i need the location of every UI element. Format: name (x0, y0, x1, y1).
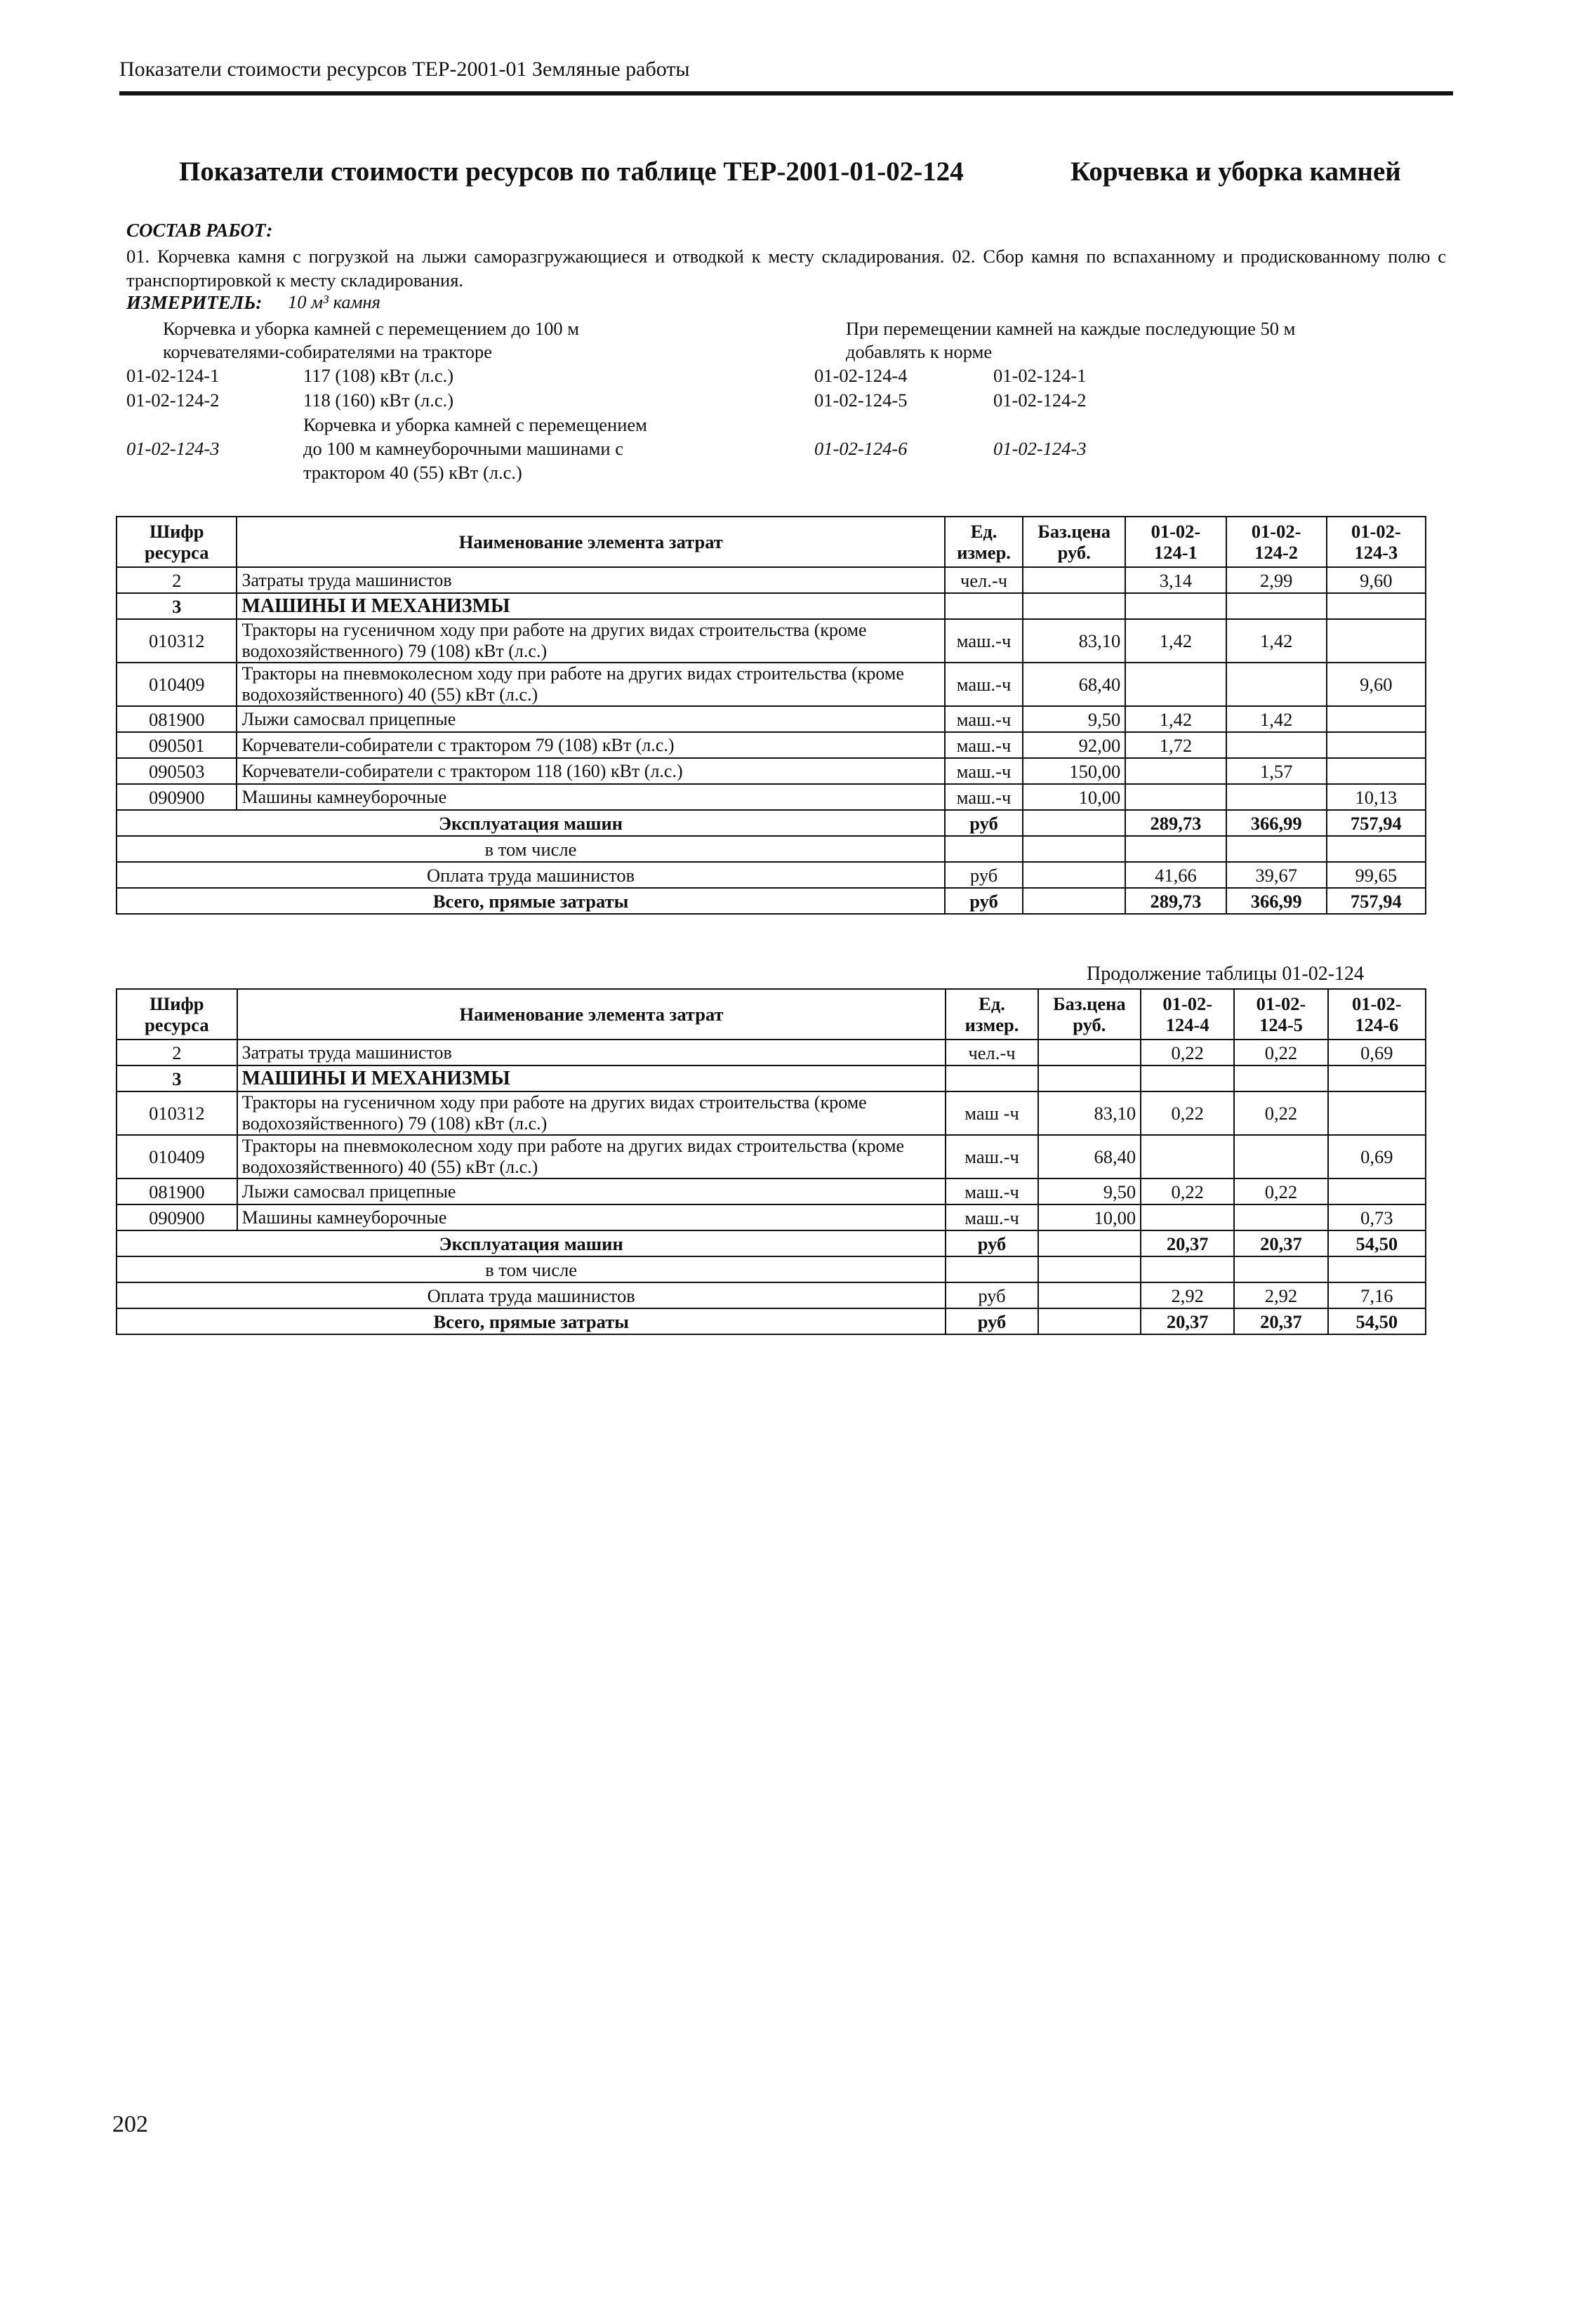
norm-value-1: 1,42 (1125, 706, 1226, 732)
work-composition-text: 01. Корчевка камня с погрузкой на лыжи саморазгружающиеся и отводкой к месту складирования. 02. Сбор камня по вспаханному и продискованному полю с транспортировкой к месту складирования. (126, 246, 1446, 291)
resource-name: Тракторы на гусеничном ходу при работе на других видах строительства (кроме водохозяйственного) 79 (108) кВт (л.с.) (237, 1091, 946, 1135)
table-header-row (117, 989, 1426, 1040)
norm-value-3: 0,69 (1328, 1040, 1426, 1065)
resource-code: 090900 (117, 1204, 237, 1230)
norm-value-1: 0,22 (1141, 1091, 1234, 1135)
norm-value-3: 757,94 (1327, 810, 1426, 836)
norm-value-3 (1328, 1065, 1426, 1091)
norm-value-3: 757,94 (1327, 888, 1426, 914)
base-price (1038, 1256, 1141, 1282)
unit-cell: маш.-ч (946, 1178, 1037, 1204)
norm-value-1 (1141, 1135, 1234, 1178)
summary-label: Эксплуатация машин (117, 810, 945, 836)
group-right-line1: При перемещении камней на каждые последующие 50 м (846, 318, 1296, 339)
col-header-name: Наименование элемента затрат (237, 989, 946, 1040)
measure-heading: ИЗМЕРИТЕЛЬ: (126, 292, 263, 313)
summary-label: в том числе (117, 1256, 946, 1282)
norm-value-2: 366,99 (1226, 810, 1327, 836)
resource-code: 010312 (117, 1091, 237, 1135)
base-price (1038, 1308, 1141, 1334)
unit-cell: маш.-ч (945, 732, 1023, 758)
norm-value-1 (1125, 663, 1226, 706)
base-price (1023, 567, 1125, 593)
summary-label: Оплата труда машинистов (117, 862, 945, 888)
norm-value-2: 1,57 (1226, 758, 1327, 784)
unit-cell: маш.-ч (945, 663, 1023, 706)
col-header-name: Наименование элемента затрат (237, 517, 945, 567)
base-price: 10,00 (1023, 784, 1125, 810)
resource-code: 2 (117, 1040, 237, 1065)
norm-value-2: 1,42 (1226, 706, 1327, 732)
norm-value-2 (1226, 732, 1327, 758)
resource-name: Лыжи самосвал прицепные (237, 1178, 946, 1204)
norm-value-1 (1125, 836, 1226, 862)
norm-value-3 (1328, 1256, 1426, 1282)
resource-code: 090503 (117, 758, 237, 784)
norm-value-3: 54,50 (1328, 1230, 1426, 1256)
resource-code: 081900 (117, 1178, 237, 1204)
group3-desc-line3: трактором 40 (55) кВт (л.с.) (303, 462, 522, 483)
norm-value-1: 20,37 (1141, 1230, 1234, 1256)
table-row (117, 1178, 1426, 1204)
norm-value-2: 0,22 (1234, 1091, 1327, 1135)
norm-value-3 (1327, 758, 1426, 784)
norm-value-1 (1141, 1204, 1234, 1230)
col-header-norm-3: 01-02- 124-3 (1327, 517, 1426, 567)
base-price (1038, 1230, 1141, 1256)
summary-row (117, 836, 1426, 862)
resource-name: Лыжи самосвал прицепные (237, 706, 945, 732)
base-price: 68,40 (1038, 1135, 1141, 1178)
group-desc: 117 (108) кВт (л.с.) (303, 365, 454, 386)
norm-value-2: 0,22 (1234, 1040, 1327, 1065)
norm-value-1: 1,42 (1125, 619, 1226, 663)
norm-value-3: 99,65 (1327, 862, 1426, 888)
norm-value-1: 1,72 (1125, 732, 1226, 758)
summary-row (117, 888, 1426, 914)
group-base-code: 01-02-124-1 (993, 365, 1087, 386)
norm-value-2 (1234, 1135, 1327, 1178)
group-base-code: 01-02-124-2 (993, 390, 1087, 411)
group-code: 01-02-124-1 (126, 365, 220, 386)
norm-value-2 (1234, 1204, 1327, 1230)
norm-value-3: 10,13 (1327, 784, 1426, 810)
unit-cell: маш.-ч (945, 784, 1023, 810)
norm-value-2: 0,22 (1234, 1178, 1327, 1204)
group-add-code: 01-02-124-4 (814, 365, 908, 386)
norm-value-1: 41,66 (1125, 862, 1226, 888)
resource-name: Машины камнеуборочные (237, 784, 945, 810)
resource-code: 2 (117, 567, 237, 593)
group3-code: 01-02-124-3 (126, 438, 220, 459)
table-row (117, 1091, 1426, 1135)
norm-value-2: 20,37 (1234, 1230, 1327, 1256)
base-price: 83,10 (1038, 1091, 1141, 1135)
norm-value-1 (1125, 593, 1226, 619)
table-row (117, 567, 1426, 593)
unit-cell: руб (945, 888, 1023, 914)
col-header-norm-2: 01-02- 124-5 (1234, 989, 1327, 1040)
norm-value-3 (1327, 706, 1426, 732)
summary-row (117, 1256, 1426, 1282)
table-row (117, 706, 1426, 732)
page-title: Показатели стоимости ресурсов по таблице ТЕР-2001-01-02-124 (179, 157, 964, 187)
table-row (117, 619, 1426, 663)
norm-value-2 (1234, 1065, 1327, 1091)
group-left-line2: корчевателями-собирателями на тракторе (163, 341, 493, 362)
norm-value-2: 366,99 (1226, 888, 1327, 914)
table-row (117, 663, 1426, 706)
resource-name: Корчеватели-собиратели с трактором 118 (160) кВт (л.с.) (237, 758, 945, 784)
resource-table-2 (116, 988, 1426, 1335)
norm-value-2: 20,37 (1234, 1308, 1327, 1334)
group3-desc-line1: Корчевка и уборка камней с перемещением (303, 414, 647, 435)
resource-name: Корчеватели-собиратели с трактором 79 (108) кВт (л.с.) (237, 732, 945, 758)
unit-cell (946, 1065, 1037, 1091)
resource-name: Затраты труда машинистов (237, 567, 945, 593)
group-add-code: 01-02-124-5 (814, 390, 908, 411)
table-header-row (117, 517, 1426, 567)
col-header-unit: Ед. измер. (946, 989, 1037, 1040)
unit-cell: маш -ч (946, 1091, 1037, 1135)
resource-name: МАШИНЫ И МЕХАНИЗМЫ (237, 1065, 946, 1091)
group-right-line2: добавлять к норме (846, 341, 993, 362)
base-price (1023, 593, 1125, 619)
unit-cell (946, 1256, 1037, 1282)
unit-cell: чел.-ч (946, 1040, 1037, 1065)
unit-cell (945, 593, 1023, 619)
base-price (1023, 836, 1125, 862)
norm-value-2 (1226, 663, 1327, 706)
unit-cell: руб (946, 1308, 1037, 1334)
norm-value-3: 0,73 (1328, 1204, 1426, 1230)
norm-value-1: 3,14 (1125, 567, 1226, 593)
resource-name: Затраты труда машинистов (237, 1040, 946, 1065)
norm-value-3: 7,16 (1328, 1282, 1426, 1308)
col-header-unit: Ед. измер. (945, 517, 1023, 567)
base-price: 150,00 (1023, 758, 1125, 784)
base-price: 10,00 (1038, 1204, 1141, 1230)
base-price (1038, 1282, 1141, 1308)
table-row (117, 1135, 1426, 1178)
summary-label: Оплата труда машинистов (117, 1282, 946, 1308)
norm-value-2: 2,99 (1226, 567, 1327, 593)
col-header-code: Шифр ресурса (117, 517, 237, 567)
group-left-line1: Корчевка и уборка камней с перемещением до 100 м (163, 318, 580, 339)
group-desc: 118 (160) кВт (л.с.) (303, 390, 454, 411)
resource-name: МАШИНЫ И МЕХАНИЗМЫ (237, 593, 945, 619)
unit-cell: чел.-ч (945, 567, 1023, 593)
norm-value-1: 20,37 (1141, 1308, 1234, 1334)
base-price: 92,00 (1023, 732, 1125, 758)
norm-value-3 (1328, 1178, 1426, 1204)
base-price (1023, 810, 1125, 836)
measure-value: 10 м³ камня (288, 291, 380, 312)
resource-table-1 (116, 516, 1426, 915)
table-row (117, 732, 1426, 758)
norm-value-3 (1327, 836, 1426, 862)
base-price: 9,50 (1023, 706, 1125, 732)
continuation-label: Продолжение таблицы 01-02-124 (1087, 963, 1365, 985)
base-price (1023, 862, 1125, 888)
unit-cell: маш.-ч (945, 758, 1023, 784)
unit-cell (945, 836, 1023, 862)
col-header-price: Баз.цена руб. (1038, 989, 1141, 1040)
summary-label: Всего, прямые затраты (117, 1308, 946, 1334)
summary-label: Эксплуатация машин (117, 1230, 946, 1256)
unit-cell: руб (945, 862, 1023, 888)
norm-value-1 (1141, 1065, 1234, 1091)
norm-value-3: 9,60 (1327, 663, 1426, 706)
summary-row (117, 862, 1426, 888)
unit-cell: руб (946, 1282, 1037, 1308)
resource-code: 090501 (117, 732, 237, 758)
norm-value-2 (1226, 784, 1327, 810)
norm-value-1 (1125, 758, 1226, 784)
summary-row (117, 810, 1426, 836)
resource-code: 010312 (117, 619, 237, 663)
unit-cell: маш.-ч (946, 1135, 1037, 1178)
norm-value-3 (1327, 732, 1426, 758)
resource-code: 010409 (117, 1135, 237, 1178)
group3-add-code: 01-02-124-6 (814, 438, 908, 459)
summary-label: Всего, прямые затраты (117, 888, 945, 914)
norm-value-2 (1226, 836, 1327, 862)
unit-cell: руб (945, 810, 1023, 836)
col-header-price: Баз.цена руб. (1023, 517, 1125, 567)
base-price: 83,10 (1023, 619, 1125, 663)
resource-name: Тракторы на гусеничном ходу при работе на других видах строительства (кроме водохозяйственного) 79 (108) кВт (л.с.) (237, 619, 945, 663)
norm-value-2 (1226, 593, 1327, 619)
resource-name: Тракторы на пневмоколесном ходу при работе на других видах строительства (кроме водохозяйственного) 40 (55) кВт (л.с.) (237, 1135, 946, 1178)
norm-value-1: 289,73 (1125, 810, 1226, 836)
norm-value-3: 9,60 (1327, 567, 1426, 593)
page-subtitle: Корчевка и уборка камней (1070, 157, 1401, 187)
unit-cell: маш.-ч (945, 706, 1023, 732)
norm-value-3: 0,69 (1328, 1135, 1426, 1178)
base-price (1038, 1065, 1141, 1091)
resource-code: 3 (117, 1065, 237, 1091)
col-header-code: Шифр ресурса (117, 989, 237, 1040)
page-number: 202 (112, 2111, 148, 2137)
table-row (117, 1204, 1426, 1230)
table-row (117, 593, 1426, 619)
unit-cell: маш.-ч (946, 1204, 1037, 1230)
running-header: Показатели стоимости ресурсов ТЕР-2001-01 Земляные работы (119, 58, 690, 81)
norm-value-2: 2,92 (1234, 1282, 1327, 1308)
resource-code: 081900 (117, 706, 237, 732)
norm-value-3 (1327, 619, 1426, 663)
norm-value-1: 289,73 (1125, 888, 1226, 914)
work-composition-heading: СОСТАВ РАБОТ: (126, 220, 273, 241)
table-row (117, 1065, 1426, 1091)
norm-value-1 (1125, 784, 1226, 810)
group3-base-code: 01-02-124-3 (993, 438, 1087, 459)
col-header-norm-3: 01-02- 124-6 (1328, 989, 1426, 1040)
resource-name: Машины камнеуборочные (237, 1204, 946, 1230)
summary-label: в том числе (117, 836, 945, 862)
group-code: 01-02-124-2 (126, 390, 220, 411)
summary-row (117, 1282, 1426, 1308)
summary-row (117, 1308, 1426, 1334)
unit-cell: руб (946, 1230, 1037, 1256)
summary-row (117, 1230, 1426, 1256)
unit-cell: маш.-ч (945, 619, 1023, 663)
base-price (1023, 888, 1125, 914)
norm-value-2: 1,42 (1226, 619, 1327, 663)
norm-value-2 (1234, 1256, 1327, 1282)
resource-code: 090900 (117, 784, 237, 810)
resource-code: 010409 (117, 663, 237, 706)
norm-value-1: 0,22 (1141, 1040, 1234, 1065)
norm-value-1: 0,22 (1141, 1178, 1234, 1204)
base-price: 9,50 (1038, 1178, 1141, 1204)
col-header-norm-1: 01-02- 124-1 (1125, 517, 1226, 567)
group3-desc-line2: до 100 м камнеуборочными машинами с (303, 438, 623, 459)
col-header-norm-2: 01-02- 124-2 (1226, 517, 1327, 567)
resource-name: Тракторы на пневмоколесном ходу при работе на других видах строительства (кроме водохозяйственного) 40 (55) кВт (л.с.) (237, 663, 945, 706)
norm-value-1: 2,92 (1141, 1282, 1234, 1308)
table-row (117, 758, 1426, 784)
table-row (117, 1040, 1426, 1065)
norm-value-1 (1141, 1256, 1234, 1282)
base-price: 68,40 (1023, 663, 1125, 706)
header-rule (119, 91, 1453, 95)
norm-value-3 (1327, 593, 1426, 619)
norm-value-3: 54,50 (1328, 1308, 1426, 1334)
norm-value-2: 39,67 (1226, 862, 1327, 888)
table-row (117, 784, 1426, 810)
norm-value-3 (1328, 1091, 1426, 1135)
resource-code: 3 (117, 593, 237, 619)
base-price (1038, 1040, 1141, 1065)
col-header-norm-1: 01-02- 124-4 (1141, 989, 1234, 1040)
